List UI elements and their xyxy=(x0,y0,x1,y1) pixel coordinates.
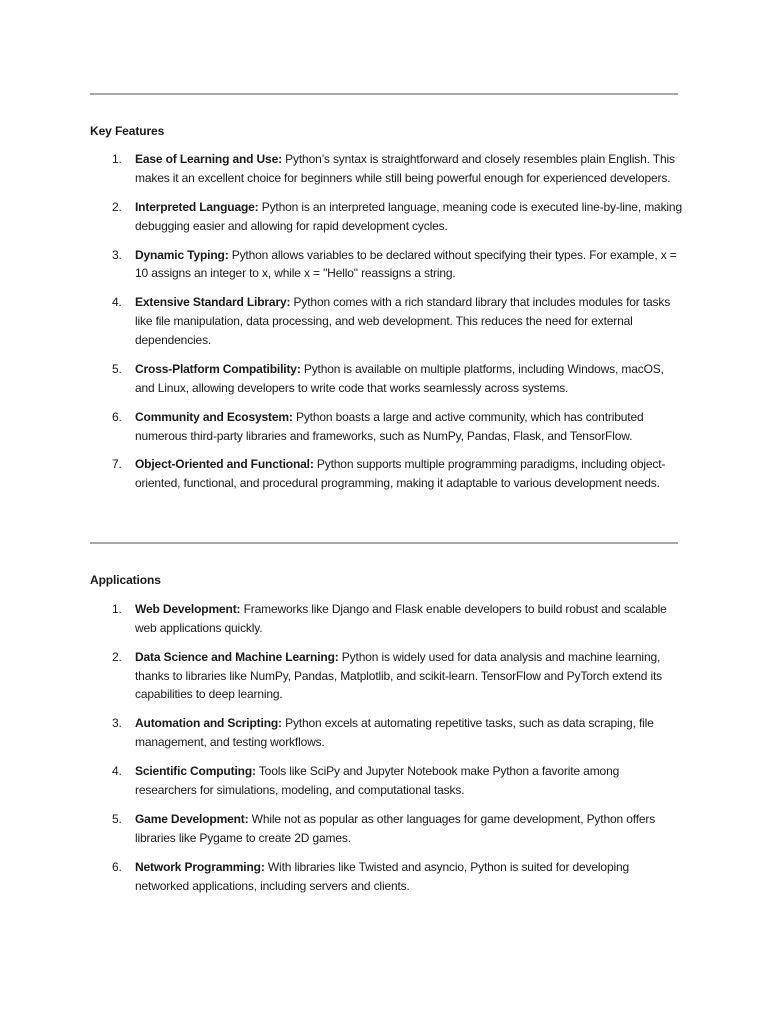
item-term: Community and Ecosystem: xyxy=(135,409,293,424)
list-item xyxy=(0,810,682,848)
applications-list xyxy=(0,600,768,905)
item-text: Python is an interpreted language, meaning code is executed line-by-line, making debugging easier and allowing for rapid development cycles. xyxy=(135,199,682,233)
horizontal-rule xyxy=(90,93,678,95)
section-heading-applications: Applications xyxy=(90,573,161,587)
item-number: 1. xyxy=(112,152,122,166)
item-number: 4. xyxy=(112,764,122,779)
list-item xyxy=(0,293,682,349)
list-item xyxy=(0,150,682,188)
item-term: Game Development: xyxy=(135,811,249,826)
key-features-list xyxy=(0,150,768,503)
item-term: Network Programming: xyxy=(135,859,265,874)
item-text: Tools like SciPy and Jupyter Notebook make Python a favorite among researchers for simulations, modeling, and computational tasks. xyxy=(135,764,620,797)
item-text: With libraries like Twisted and asyncio, Python is suited for developing networked applications, including servers and clients. xyxy=(135,859,630,893)
list-item xyxy=(0,246,682,284)
list-item xyxy=(0,600,682,638)
item-number: 5. xyxy=(112,811,122,826)
item-text: Python is widely used for data analysis and machine learning, thanks to libraries like NumPy, Pandas, Matplotlib, and scikit-learn. TensorFlow and PyTorch extend its capabilities to deep learning. xyxy=(135,649,663,702)
item-text: Python boasts a large and active community, which has contributed numerous third-party libraries and frameworks, such as NumPy, Pandas, Flask, and TensorFlow. xyxy=(135,409,644,443)
item-text: Python is available on multiple platforms, including Windows, macOS, and Linux, allowing developers to write code that works seamlessly across systems. xyxy=(135,361,664,395)
item-number: 6. xyxy=(112,409,122,424)
item-text: Python excels at automating repetitive tasks, such as data scraping, file management, and testing workflows. xyxy=(135,716,654,750)
item-number: 5. xyxy=(112,361,122,376)
item-number: 3. xyxy=(112,247,122,262)
item-number: 2. xyxy=(112,199,122,214)
item-term: Dynamic Typing: xyxy=(135,247,229,262)
item-text: Python allows variables to be declared without specifying their types. For example, x = 10 assigns an integer to x, while x = "Hello" reassigns a string. xyxy=(135,247,677,281)
list-item xyxy=(0,762,682,800)
item-term: Extensive Standard Library: xyxy=(135,295,291,310)
item-term: Object-Oriented and Functional: xyxy=(135,457,314,472)
item-term: Web Development: xyxy=(135,602,241,616)
section-heading-key-features: Key Features xyxy=(90,124,165,138)
list-item xyxy=(0,360,682,398)
item-text: Python comes with a rich standard library that includes modules for tasks like file manipulation, data processing, and web development. This reduces the need for external dependencies. xyxy=(135,295,671,347)
horizontal-rule xyxy=(90,542,678,544)
list-item xyxy=(0,198,682,236)
item-term: Cross-Platform Compatibility: xyxy=(135,361,301,376)
item-text: Python supports multiple programming paradigms, including object-oriented, functional, and procedural programming, making it adaptable to various development needs. xyxy=(135,457,666,491)
item-term: Data Science and Machine Learning: xyxy=(135,649,339,664)
item-term: Automation and Scripting: xyxy=(135,716,282,731)
item-number: 7. xyxy=(112,457,122,472)
item-number: 3. xyxy=(112,716,122,731)
list-item xyxy=(0,648,682,704)
list-item xyxy=(0,714,682,752)
list-item xyxy=(0,455,682,493)
item-term: Scientific Computing: xyxy=(135,764,256,779)
item-number: 6. xyxy=(112,859,122,874)
list-item xyxy=(0,408,682,446)
item-number: 1. xyxy=(112,602,122,616)
item-text: While not as popular as other languages for game development, Python offers libraries like Pygame to create 2D games. xyxy=(135,811,656,845)
list-item xyxy=(0,858,682,896)
item-text: Python’s syntax is straightforward and closely resembles plain English. This makes it an excellent choice for beginners while still being powerful enough for experienced developers. xyxy=(135,152,675,185)
item-number: 4. xyxy=(112,295,122,310)
item-term: Ease of Learning and Use: xyxy=(135,152,282,166)
item-term: Interpreted Language: xyxy=(135,199,259,214)
item-text: Frameworks like Django and Flask enable developers to build robust and scalable web applications quickly. xyxy=(135,602,667,635)
item-number: 2. xyxy=(112,649,122,664)
